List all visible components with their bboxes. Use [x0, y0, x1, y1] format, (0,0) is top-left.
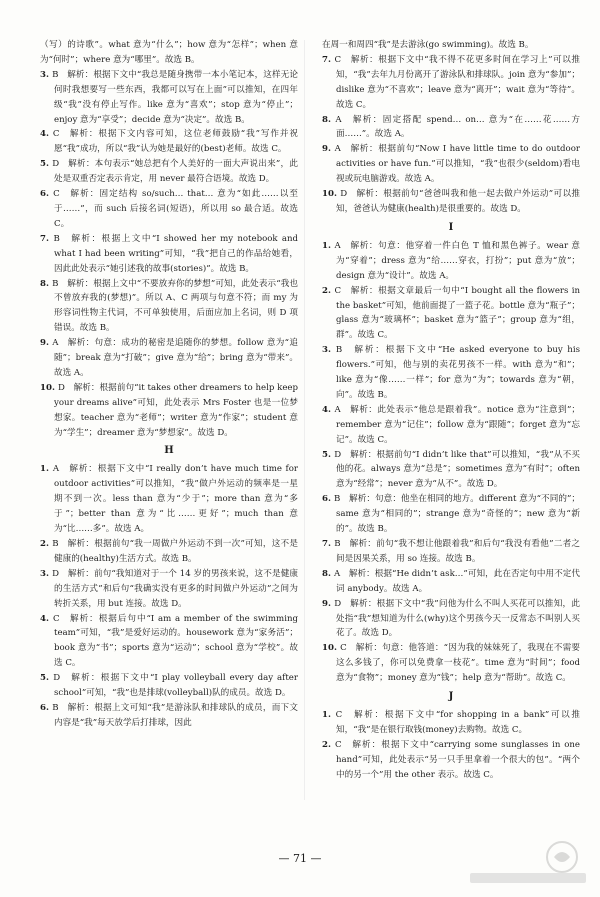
- question-number: 10.: [322, 643, 341, 654]
- answer-item: [322, 567, 580, 597]
- answer-item: [322, 641, 580, 686]
- answer-text: B 解析：根据前句“我一周做户外运动不到一次”可知，这不是健康的(healthy)生活方式。故选 B。: [52, 539, 299, 564]
- answer-item: [40, 567, 298, 612]
- answer-text: B 解析：根据下文中“我总是随身携带一本小笔记本，这样无论何时我想要写一些东西，我都可以写在上面”可以推知，在四年级“我”没有停止写作。like 意为“喜欢”；stop 意为“停止”；enjoy 意为“享受”；decide 意为“决定”。故选 B。: [52, 69, 298, 125]
- question-number: 7.: [40, 233, 54, 244]
- answer-item: [40, 127, 298, 157]
- answer-text: B 解析：句意：他坐在相同的地方。different 意为“不同的”；same 意为“相同的”；strange 意为“奇怪的”；new 意为“新的”。故选 B。: [334, 494, 580, 535]
- answer-item: [322, 708, 580, 738]
- answer-item: [40, 462, 298, 537]
- answer-text: C 解析：根据下文中“carrying some sunglasses in one hand”可知，此处表示“另一只手里拿着一个很大的包”。“两个中的另一个”用 the other 表示。故选 C。: [335, 739, 580, 780]
- answer-continuation: （写）的诗歌”。what 意为“什么”；how 意为“怎样”；when 意为“何时”；where 意为“哪里”。故选 B。: [40, 40, 298, 65]
- answer-item: [40, 537, 298, 567]
- answer-item: [322, 448, 580, 493]
- answer-text: A 解析：根据“He didn’t ask…”可知，此在否定句中用不定代词 anybody。故选 A。: [334, 568, 581, 594]
- question-number: 8.: [322, 568, 335, 579]
- question-number: 4.: [322, 404, 335, 415]
- answer-text: D 解析：根据前句“I didn’t like that”可以推知，“我”从不买他的花。always 意为“总是”；sometimes 意为“有时”；often 意为“经常”；never 意为“从不”。故选 D。: [334, 449, 580, 490]
- answer-item: [322, 492, 580, 537]
- answer-text: A 解析：固定搭配 spend… on… 意为“在……花……方面……”。故选 A。: [335, 114, 580, 140]
- section-header: H: [164, 445, 174, 457]
- watermark-logo: [462, 839, 592, 887]
- answer-text: C 解析：根据下文中“for shopping in a bank”可以推知，“我”是在银行取钱(money)去购物。故选 C。: [335, 710, 580, 735]
- answer-item: [40, 277, 298, 337]
- question-number: 5.: [40, 673, 54, 684]
- question-number: 7.: [322, 54, 335, 65]
- answer-item: [40, 157, 298, 187]
- answer-item: [322, 239, 580, 284]
- question-number: 9.: [322, 598, 335, 609]
- question-number: 6.: [322, 494, 335, 505]
- answer-item: [322, 113, 580, 143]
- question-number: 4.: [40, 613, 53, 624]
- answer-item: [40, 68, 298, 128]
- question-number: 10.: [40, 382, 58, 393]
- answer-text: C 解析：固定结构 so/such… that… 意为“如此……以至于……”，而 such 后接名词(短语)，所以用 so 最合适。故选 C。: [53, 189, 298, 229]
- answer-item: [40, 701, 298, 731]
- answer-text: B 解析：前句“我不想让他跟着我”和后句“我没有看他”二者之间是因果关系，用 so 连接。故选 B。: [334, 539, 581, 564]
- answer-text: A 解析：句意：他穿着一件白色 T 恤和黑色裤子。wear 意为“穿着”；dress 意为“给……穿衣，打扮”；put 意为“放”；design 意为“设计”。故选 A。: [334, 240, 580, 281]
- answer-text: C 解析：根据文章最后一句中“I bought all the flowers in the basket”可知，他前面提了一篮子花。bottle 意为“瓶子”；glass 意为“玻璃杯”；basket 意为“篮子”；group 意为“组，群”。故选 C。: [334, 285, 580, 341]
- answer-item: [40, 671, 298, 701]
- answer-item: [322, 53, 580, 113]
- answer-item: [322, 142, 580, 187]
- answer-item: [40, 187, 298, 232]
- question-number: 8.: [40, 278, 53, 289]
- answer-item: [322, 597, 580, 642]
- question-number: 1.: [322, 710, 336, 721]
- question-number: 3.: [322, 345, 336, 356]
- answer-text: D 解析：根据下文中“我”问他为什么不叫人买花可以推知，此处指“我”想知道为什么(why)这个男孩今天一反常态不叫别人买花了。故选 D。: [334, 598, 580, 639]
- answer-text: B 解析：根据上文可知“我”是游泳队和排球队的成员，而下文内容是“我”每天放学后打排球，因此: [52, 702, 299, 728]
- answer-text: B 解析：根据上文中“不要放弃你的梦想”可知，此处表示“我也不曾放弃我的(梦想)”。所以 A、C 两项与句意不符；而 my 为形容词性物主代词，不可单独使用，后面应加上名词，则 D 项错误。故选 B。: [52, 278, 299, 334]
- question-number: 3.: [40, 69, 53, 80]
- question-number: 5.: [40, 159, 53, 170]
- column-divider: [304, 40, 305, 800]
- answer-text: D 解析：根据前句“it takes other dreamers to help keep your dreams alive”可知，此处表示 Mrs Foster 也是一位梦想家。teacher 意为“老师”；writer 意为“作家”；student 意为“学生”；dreamer 意为“梦想家”。故选 D。: [54, 382, 298, 438]
- answer-item: [40, 381, 298, 441]
- question-number: 10.: [322, 189, 341, 200]
- answer-text: C 解析：根据下文内容可知，这位老师鼓励“我”写作并祝愿“我”成功，所以“我”认为她是最好的(best)老师。故选 C。: [52, 129, 298, 155]
- question-number: 1.: [40, 464, 53, 475]
- answer-text: D 解析：根据下文中“I play volleyball every day after school”可知，“我”也是排球(volleyball)队的成员。故选 D。: [53, 673, 299, 699]
- answer-text: D 解析：根据前句“爸爸叫我和他一起去做户外运动”可以推知，爸爸认为健康(health)是很重要的。故选 D。: [336, 189, 580, 214]
- answer-item: [322, 738, 580, 783]
- question-number: 7.: [322, 539, 335, 549]
- question-number: 2.: [322, 739, 336, 750]
- question-number: 9.: [322, 144, 335, 155]
- section-header: J: [448, 691, 454, 703]
- answer-item: [322, 343, 580, 403]
- section-header: I: [448, 221, 454, 233]
- answer-text: D 解析：本句表示“她总把有个人美好的一面大声说出来”，此处是双重否定表示肯定，用 never 最符合语境。故选 D。: [52, 159, 298, 185]
- question-number: 2.: [322, 285, 335, 296]
- answer-item: [40, 232, 298, 277]
- answer-text: B 解析：根据下文中“He asked everyone to buy his flowers.”可知，他与别的卖花男孩不一样。with 意为“和”；like 意为“像……一样”；for 意为“为”；towards 意为“朝，向”。故选 B。: [335, 345, 580, 400]
- question-number: 9.: [40, 338, 53, 349]
- answer-text: D 解析：前句“我知道对于一个 14 岁的男孩来说，这不是健康的生活方式”和后句“我确实没有更多的时间做户外运动”之间为转折关系，用 but 连接。故选 D。: [52, 568, 299, 609]
- answer-item: [40, 612, 298, 672]
- answer-text: A 解析：根据下文中“I really don’t have much time for outdoor activities”可以推知，“我”做户外运动的频率是一星期不到一次。less than 意为“少于”；more than 意为“多于”；better than 意为“比……更好”；much than 意为“比……多”。故选 A。: [52, 464, 299, 535]
- question-number: 1.: [322, 240, 335, 251]
- answer-text: A 解析：此处表示“他总是跟着我”。notice 意为“注意到”；remember 意为“记住”；follow 意为“跟随”；forget 意为“忘记”。故选 C。: [334, 404, 580, 445]
- answer-text: B 解析：根据上文中“I showed her my notebook and what I had been writing”可知，“我”把自己的作品给她看，因此此处表示“她引述我的故事(stories)”。故选 B。: [53, 233, 298, 274]
- question-number: 4.: [40, 129, 53, 140]
- left-column: [40, 38, 298, 731]
- answer-item: [322, 403, 580, 448]
- right-column: [322, 38, 580, 783]
- question-number: 3.: [40, 568, 53, 579]
- answer-text: A 解析：句意：成功的秘密是追随你的梦想。follow 意为“追随”；break 意为“打破”；give 意为“给”；bring 意为“带来”。故选 A。: [52, 338, 298, 378]
- question-number: 8.: [322, 114, 336, 125]
- answer-item: [322, 187, 580, 217]
- answer-item: [322, 284, 580, 344]
- answer-text: C 解析：根据下文中“我不得不花更多时间在学习上”可以推知，“我”去年九月份离开了游泳队和排球队。join 意为“参加”；dislike 意为“不喜欢”；leave 意为“离开”；wait 意为“等待”。故选 C。: [334, 54, 580, 110]
- answer-text: C 解析：根据后句中“I am a member of the swimming team”可知，“我”是爱好运动的。housework 意为“家务活”；book 意为“书”；sports 意为“运动”；school 意为“学校”。故选 C。: [52, 613, 298, 669]
- question-number: 5.: [322, 449, 335, 460]
- question-number: 6.: [40, 189, 54, 200]
- answer-text: C 解析：句意：他答道：“因为我的妹妹死了，我现在不需要这么多钱了，你可以免费拿一枝花”。time 意为“时间”；food 意为“食物”；money 意为“钱”；help 意为“帮助”。故选 C。: [336, 643, 580, 684]
- answer-continuation: 在周一和周四“我”是去游泳(go swimming)。故选 B。: [322, 40, 534, 50]
- answer-text: A 解析：根据前句“Now I have little time to do outdoor activities or have fun.”可以推知，“我”也很少(seldom)看电视或玩电脑游戏。故选 A。: [334, 144, 580, 185]
- page-number: — 71 —: [278, 852, 322, 865]
- answer-item: [322, 537, 580, 567]
- question-number: 2.: [40, 539, 53, 549]
- question-number: 6.: [40, 702, 53, 713]
- answer-item: [40, 336, 298, 381]
